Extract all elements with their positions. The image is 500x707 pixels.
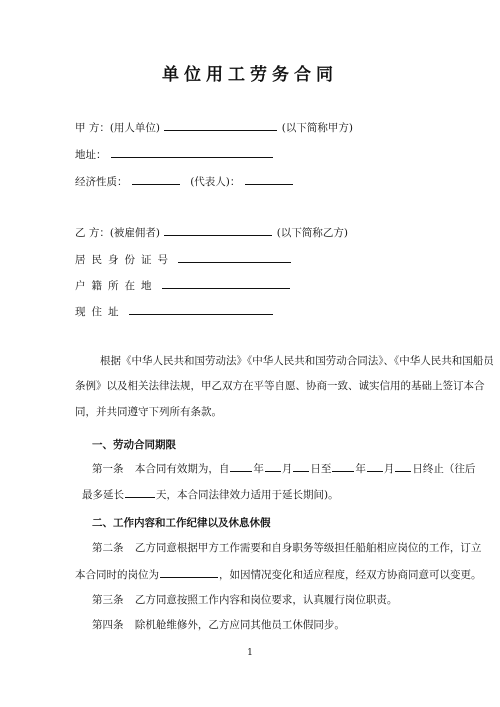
party-b-line bbox=[75, 225, 348, 240]
article-2-text-2a: 本合同时的岗位为 bbox=[75, 569, 159, 581]
party-b-id-line bbox=[75, 252, 292, 267]
page-number: 1 bbox=[247, 648, 253, 658]
party-b-household-blank[interactable] bbox=[162, 278, 290, 289]
month-label: 月 bbox=[281, 463, 293, 475]
article-1-line-2 bbox=[82, 487, 339, 502]
party-b-suffix: (以下简称乙方) bbox=[276, 227, 348, 239]
party-a-nature-blank[interactable] bbox=[132, 174, 180, 185]
party-b-residence-line bbox=[75, 304, 274, 319]
section-2-heading: 二、工作内容和工作纪律以及休息休假 bbox=[92, 517, 271, 529]
article-2-text-2b: ，如因情况变化和适应程度，经双方协商同意可以变更。 bbox=[219, 569, 482, 581]
end-day-blank[interactable] bbox=[395, 461, 411, 472]
section-1-heading: 一、劳动合同期限 bbox=[92, 439, 176, 451]
position-blank[interactable] bbox=[160, 567, 218, 578]
preamble-line-3: 同，并共同遵守下列所有条款。 bbox=[75, 406, 222, 418]
day-end-label: 日终止（往后 bbox=[412, 463, 476, 475]
extension-days-blank[interactable] bbox=[125, 487, 155, 498]
preamble-line-1: 根据《中华人民共和国劳动法》《中华人民共和国劳动合同法》、《中华人民共和国船员 bbox=[100, 355, 494, 367]
party-a-suffix: (以下简称甲方) bbox=[281, 122, 353, 134]
article-3-line bbox=[92, 593, 397, 607]
start-year-blank[interactable] bbox=[230, 461, 252, 472]
end-month-label: 月 bbox=[383, 463, 395, 475]
party-a-address-label: 地址： bbox=[75, 149, 107, 161]
end-month-blank[interactable] bbox=[367, 461, 383, 472]
party-a-label: 甲 方：(用人单位) bbox=[75, 122, 161, 134]
party-b-residence-label: 现住址 bbox=[75, 306, 125, 318]
article-3-text: 乙方同意按照工作内容和岗位要求，认真履行岗位职责。 bbox=[134, 594, 398, 606]
preamble-line-2: 条例》以及相关法律法规，甲乙双方在平等自愿、协商一致、诚实信用的基础上签订本合 bbox=[75, 380, 485, 392]
party-a-address-blank[interactable] bbox=[111, 147, 273, 158]
extension-label: 最多延长 bbox=[82, 489, 124, 501]
article-2-label: 第二条 bbox=[92, 542, 124, 554]
year-label: 年 bbox=[253, 463, 264, 475]
party-a-line bbox=[75, 120, 353, 135]
start-day-blank[interactable] bbox=[293, 461, 309, 472]
party-a-address-line bbox=[75, 147, 274, 162]
document-title: 单位用工劳务合同 bbox=[162, 65, 338, 85]
party-a-nature-line bbox=[75, 174, 294, 189]
party-b-household-line bbox=[75, 278, 291, 293]
article-1-line-1 bbox=[92, 461, 475, 476]
party-b-id-blank[interactable] bbox=[178, 252, 291, 263]
article-2-text-1: 乙方同意根据甲方工作需要和自身职务等级担任船舶相应岗位的工作，订立 bbox=[134, 542, 482, 554]
party-b-residence-blank[interactable] bbox=[129, 304, 273, 315]
article-2-line-2 bbox=[75, 567, 482, 582]
party-a-representative-label: (代表人)： bbox=[190, 176, 241, 188]
article-1-label: 第一条 bbox=[92, 463, 124, 475]
article-3-label: 第三条 bbox=[92, 594, 124, 606]
party-b-name-blank[interactable] bbox=[164, 225, 272, 236]
article-1-text: 本合同有效期为，自 bbox=[134, 463, 230, 475]
article-4-line bbox=[92, 618, 345, 632]
party-a-name-blank[interactable] bbox=[164, 120, 277, 131]
end-year-label: 年 bbox=[355, 463, 366, 475]
party-a-representative-blank[interactable] bbox=[245, 174, 293, 185]
start-month-blank[interactable] bbox=[265, 461, 281, 472]
extension-text: 天，本合同法律效力适用于延长期间)。 bbox=[156, 489, 339, 501]
party-b-id-label: 居民身份证号 bbox=[75, 254, 174, 266]
article-2-line-1 bbox=[92, 541, 481, 555]
party-a-nature-label: 经济性质： bbox=[75, 176, 128, 188]
article-4-text: 除机舱维修外，乙方应同其他员工休假同步。 bbox=[134, 619, 345, 631]
end-year-blank[interactable] bbox=[332, 461, 354, 472]
party-b-label: 乙 方：(被雇佣者) bbox=[75, 227, 161, 239]
party-b-household-label: 户籍所在地 bbox=[75, 280, 158, 292]
article-4-label: 第四条 bbox=[92, 619, 124, 631]
day-to-label: 日至 bbox=[310, 463, 332, 475]
